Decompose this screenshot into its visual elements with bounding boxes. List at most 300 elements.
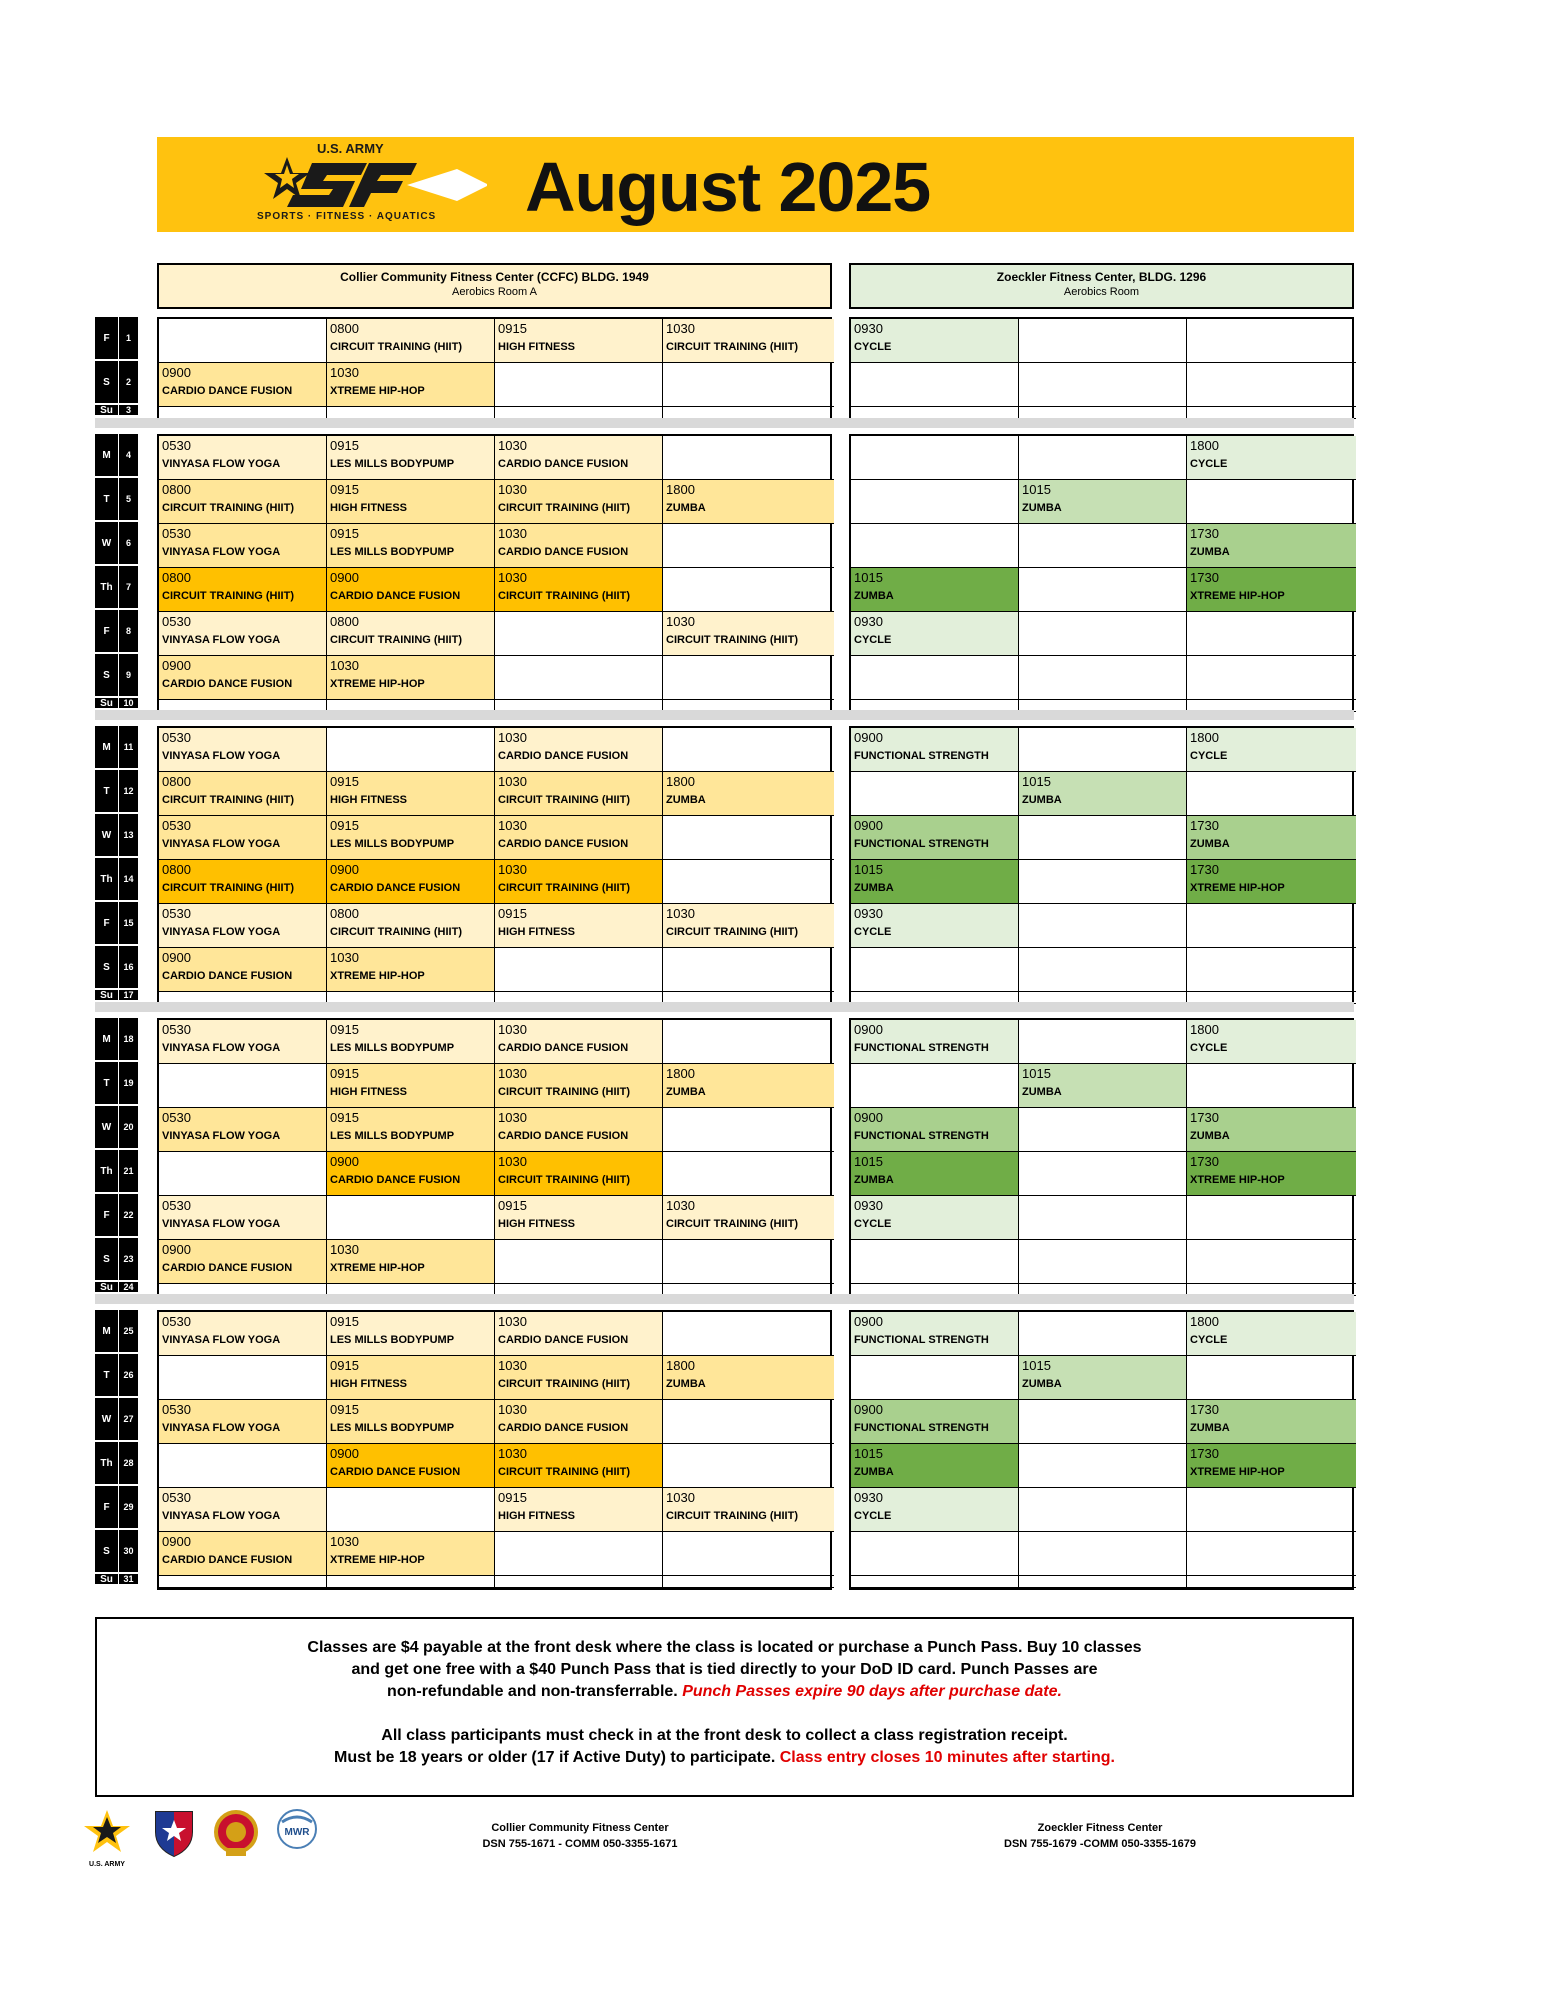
day-of-week: S — [95, 361, 118, 403]
zfc-header — [849, 263, 1354, 309]
class-time: 1730 — [1190, 818, 1219, 833]
class-time: 1730 — [1190, 1154, 1219, 1169]
day-number: 1 — [119, 317, 138, 359]
zfc-class-cell — [1187, 948, 1356, 992]
class-time: 0900 — [854, 1402, 883, 1417]
class-name: LES MILLS BODYPUMP — [330, 546, 455, 558]
class-name: ZUMBA — [1190, 1422, 1230, 1434]
ccfc-class-cell — [327, 319, 495, 363]
day-number: 31 — [119, 1574, 138, 1584]
class-name: ZUMBA — [854, 1466, 894, 1478]
class-name: CIRCUIT TRAINING (HIIT) — [330, 634, 462, 646]
class-name: XTREME HIP-HOP — [330, 1554, 425, 1566]
zfc-class-cell — [1019, 1108, 1187, 1152]
day-of-week: W — [95, 1398, 118, 1440]
zfc-class-cell — [1019, 1020, 1187, 1064]
ccfc-class-cell — [495, 436, 663, 480]
ccfc-class-cell — [327, 816, 495, 860]
class-name: HIGH FITNESS — [498, 341, 576, 353]
class-time: 1015 — [854, 1154, 883, 1169]
class-name: VINYASA FLOW YOGA — [162, 926, 281, 938]
class-name: VINYASA FLOW YOGA — [162, 1130, 281, 1142]
ccfc-class-cell — [663, 1444, 834, 1488]
class-time: 1015 — [854, 570, 883, 585]
zfc-class-cell — [1019, 1488, 1187, 1532]
class-name: ZUMBA — [1022, 502, 1062, 514]
class-name: CARDIO DANCE FUSION — [498, 1130, 629, 1142]
class-time: 0800 — [162, 862, 191, 877]
zfc-class-cell — [1019, 1312, 1187, 1356]
zfc-week-grid — [849, 1018, 1354, 1298]
class-time: 1030 — [666, 1490, 695, 1505]
class-name: XTREME HIP-HOP — [1190, 1466, 1285, 1478]
class-name: CARDIO DANCE FUSION — [330, 590, 461, 602]
class-name: CARDIO DANCE FUSION — [330, 882, 461, 894]
class-time: 0915 — [330, 1358, 359, 1373]
class-name: VINYASA FLOW YOGA — [162, 838, 281, 850]
class-name: XTREME HIP-HOP — [330, 678, 425, 690]
day-label — [95, 1018, 138, 1062]
ccfc-class-cell — [159, 612, 327, 656]
class-time: 0800 — [330, 906, 359, 921]
zfc-class-cell — [1019, 1400, 1187, 1444]
ccfc-header — [157, 263, 832, 309]
class-time: 0915 — [330, 482, 359, 497]
day-number: 16 — [119, 946, 138, 988]
day-label — [95, 610, 138, 654]
class-time: 0530 — [162, 1402, 191, 1417]
ccfc-week-grid — [157, 1310, 832, 1590]
class-name: CARDIO DANCE FUSION — [330, 1466, 461, 1478]
class-name: ZUMBA — [666, 794, 706, 806]
ccfc-class-cell — [495, 904, 663, 948]
class-name: CARDIO DANCE FUSION — [498, 1042, 629, 1054]
zfc-class-cell — [851, 1488, 1019, 1532]
zfc-class-cell — [1019, 363, 1187, 407]
ccfc-class-cell — [495, 772, 663, 816]
day-number: 4 — [119, 434, 138, 476]
class-name: HIGH FITNESS — [330, 1378, 408, 1390]
day-of-week: M — [95, 1018, 118, 1060]
ccfc-class-cell — [327, 1240, 495, 1284]
class-name: CARDIO DANCE FUSION — [162, 385, 293, 397]
day-of-week: Su — [95, 1282, 118, 1292]
class-time: 1030 — [498, 1446, 527, 1461]
ccfc-class-cell — [495, 1240, 663, 1284]
zfc-class-cell — [1019, 816, 1187, 860]
zfc-class-cell — [851, 1356, 1019, 1400]
zfc-class-cell — [851, 363, 1019, 407]
class-time: 1730 — [1190, 1402, 1219, 1417]
class-time: 1800 — [1190, 1022, 1219, 1037]
day-number: 27 — [119, 1398, 138, 1440]
class-time: 0930 — [854, 321, 883, 336]
zfc-class-cell — [1187, 612, 1356, 656]
ccfc-class-cell — [495, 1152, 663, 1196]
class-name: LES MILLS BODYPUMP — [330, 1042, 455, 1054]
class-name: CIRCUIT TRAINING (HIIT) — [666, 1510, 798, 1522]
ccfc-class-cell — [495, 1576, 663, 1588]
class-time: 1030 — [330, 1534, 359, 1549]
ccfc-class-cell — [663, 1108, 834, 1152]
class-time: 1015 — [854, 1446, 883, 1461]
class-name: CYCLE — [1190, 1042, 1228, 1054]
zfc-class-cell — [1187, 1108, 1356, 1152]
ccfc-class-cell — [495, 363, 663, 407]
day-of-week: S — [95, 946, 118, 988]
zfc-class-cell — [1019, 1064, 1187, 1108]
ccfc-class-cell — [495, 816, 663, 860]
mwr-emblem-text: MWR — [284, 1827, 310, 1838]
class-name: ZUMBA — [1022, 794, 1062, 806]
crest-icon — [212, 1808, 260, 1858]
day-number: 29 — [119, 1486, 138, 1528]
class-time: 0900 — [854, 1314, 883, 1329]
zfc-class-cell — [1187, 1020, 1356, 1064]
ccfc-week-grid — [157, 434, 832, 714]
class-time: 0915 — [498, 321, 527, 336]
class-time: 0915 — [330, 774, 359, 789]
day-of-week: S — [95, 1238, 118, 1280]
ccfc-class-cell — [327, 860, 495, 904]
class-name: LES MILLS BODYPUMP — [330, 838, 455, 850]
zfc-class-cell — [1019, 1532, 1187, 1576]
day-label — [95, 1442, 138, 1486]
day-number: 20 — [119, 1106, 138, 1148]
class-name: LES MILLS BODYPUMP — [330, 1334, 455, 1346]
ccfc-class-cell — [327, 363, 495, 407]
zfc-class-cell — [1187, 656, 1356, 700]
class-name: VINYASA FLOW YOGA — [162, 1510, 281, 1522]
class-name: CIRCUIT TRAINING (HIIT) — [162, 590, 294, 602]
ccfc-class-cell — [159, 1312, 327, 1356]
zfc-class-cell — [851, 319, 1019, 363]
info-line-1: Classes are $4 payable at the front desk where the class is located or purchase a Punch Pass. Buy 10 classes — [307, 1639, 1142, 1656]
class-name: VINYASA FLOW YOGA — [162, 1422, 281, 1434]
day-number: 3 — [119, 405, 138, 415]
ccfc-class-cell — [663, 363, 834, 407]
class-time: 1030 — [498, 774, 527, 789]
class-name: HIGH FITNESS — [330, 1086, 408, 1098]
class-time: 0915 — [330, 1314, 359, 1329]
crest-emblem — [212, 1808, 260, 1863]
day-of-week: T — [95, 770, 118, 812]
class-name: CARDIO DANCE FUSION — [162, 678, 293, 690]
ccfc-class-cell — [663, 948, 834, 992]
day-number: 7 — [119, 566, 138, 608]
class-name: HIGH FITNESS — [498, 1218, 576, 1230]
class-time: 1030 — [498, 438, 527, 453]
day-column — [95, 434, 138, 710]
day-number: 6 — [119, 522, 138, 564]
class-name: CARDIO DANCE FUSION — [162, 1554, 293, 1566]
class-time: 1730 — [1190, 862, 1219, 877]
class-name: XTREME HIP-HOP — [330, 970, 425, 982]
zfc-name: Zoeckler Fitness Center, BLDG. 1296 — [996, 270, 1207, 284]
class-time: 1030 — [666, 614, 695, 629]
zfc-class-cell — [1019, 319, 1187, 363]
day-of-week: F — [95, 317, 118, 359]
class-time: 0930 — [854, 906, 883, 921]
info-line-4: All class participants must check in at the front desk to collect a class registration receipt. — [381, 1727, 1068, 1744]
day-label — [95, 946, 138, 990]
day-label — [95, 1574, 138, 1586]
zfc-week-grid — [849, 1310, 1354, 1590]
day-label — [95, 858, 138, 902]
army-star-icon — [82, 1808, 132, 1858]
day-number: 22 — [119, 1194, 138, 1236]
ccfc-week-grid — [157, 1018, 832, 1298]
class-time: 0930 — [854, 614, 883, 629]
class-time: 0915 — [330, 438, 359, 453]
zfc-class-cell — [851, 612, 1019, 656]
class-name: LES MILLS BODYPUMP — [330, 458, 455, 470]
class-name: CARDIO DANCE FUSION — [498, 546, 629, 558]
ccfc-class-cell — [663, 436, 834, 480]
ccfc-class-cell — [327, 1356, 495, 1400]
class-name: CARDIO DANCE FUSION — [498, 838, 629, 850]
class-time: 1015 — [1022, 774, 1051, 789]
zfc-class-cell — [1019, 860, 1187, 904]
class-name: VINYASA FLOW YOGA — [162, 1042, 281, 1054]
ccfc-class-cell — [159, 1020, 327, 1064]
class-entry-alert: Class entry closes 10 minutes after starting. — [779, 1749, 1115, 1766]
zfc-class-cell — [851, 436, 1019, 480]
zfc-class-cell — [1187, 816, 1356, 860]
ccfc-class-cell — [327, 1312, 495, 1356]
zfc-class-cell — [851, 904, 1019, 948]
zfc-class-cell — [1019, 904, 1187, 948]
class-time: 0530 — [162, 1490, 191, 1505]
zfc-class-cell — [1187, 319, 1356, 363]
zfc-class-cell — [1019, 568, 1187, 612]
zfc-class-cell — [851, 1240, 1019, 1284]
ccfc-name: Collier Community Fitness Center (CCFC) BLDG. 1949 — [340, 270, 649, 284]
class-time: 0915 — [330, 1066, 359, 1081]
day-label — [95, 654, 138, 698]
day-column — [95, 1310, 138, 1586]
ccfc-class-cell — [159, 480, 327, 524]
zfc-class-cell — [1019, 656, 1187, 700]
ccfc-class-cell — [159, 568, 327, 612]
day-column — [95, 1018, 138, 1294]
day-of-week: F — [95, 1194, 118, 1236]
zfc-class-cell — [1019, 612, 1187, 656]
zfc-class-cell — [1019, 1196, 1187, 1240]
day-number: 24 — [119, 1282, 138, 1292]
ccfc-class-cell — [495, 1532, 663, 1576]
ccfc-class-cell — [663, 816, 834, 860]
ccfc-class-cell — [663, 656, 834, 700]
ccfc-class-cell — [495, 1020, 663, 1064]
ccfc-class-cell — [327, 656, 495, 700]
ccfc-class-cell — [159, 904, 327, 948]
ccfc-class-cell — [327, 568, 495, 612]
class-time: 0915 — [330, 818, 359, 833]
class-time: 0915 — [330, 526, 359, 541]
class-name: LES MILLS BODYPUMP — [330, 1130, 455, 1142]
ccfc-contact-phone: DSN 755-1671 - COMM 050-3355-1671 — [482, 1838, 678, 1850]
class-time: 0530 — [162, 818, 191, 833]
mwr-emblem — [276, 1808, 318, 1855]
class-name: CYCLE — [854, 1510, 892, 1522]
ccfc-class-cell — [327, 612, 495, 656]
ccfc-class-cell — [663, 772, 834, 816]
class-time: 1030 — [498, 862, 527, 877]
class-name: CARDIO DANCE FUSION — [162, 1262, 293, 1274]
day-of-week: W — [95, 1106, 118, 1148]
class-name: CIRCUIT TRAINING (HIIT) — [498, 794, 630, 806]
zfc-class-cell — [1187, 1312, 1356, 1356]
week-separator — [95, 1294, 1354, 1304]
class-time: 0800 — [162, 570, 191, 585]
ccfc-class-cell — [327, 904, 495, 948]
class-name: VINYASA FLOW YOGA — [162, 750, 281, 762]
class-name: FUNCTIONAL STRENGTH — [854, 1042, 989, 1054]
zfc-class-cell — [1187, 728, 1356, 772]
class-name: CIRCUIT TRAINING (HIIT) — [330, 926, 462, 938]
class-time: 0915 — [330, 1110, 359, 1125]
class-time: 0800 — [330, 321, 359, 336]
ccfc-class-cell — [327, 1108, 495, 1152]
class-name: CIRCUIT TRAINING (HIIT) — [498, 1174, 630, 1186]
ccfc-class-cell — [159, 363, 327, 407]
zfc-class-cell — [851, 1108, 1019, 1152]
class-time: 1800 — [666, 482, 695, 497]
zfc-class-cell — [1019, 1152, 1187, 1196]
day-of-week: Su — [95, 1574, 118, 1584]
zfc-class-cell — [1019, 1240, 1187, 1284]
class-time: 1030 — [498, 1110, 527, 1125]
day-number: 25 — [119, 1310, 138, 1352]
class-name: CIRCUIT TRAINING (HIIT) — [666, 634, 798, 646]
class-name: CYCLE — [854, 1218, 892, 1230]
ccfc-class-cell — [663, 568, 834, 612]
class-time: 0930 — [854, 1198, 883, 1213]
ccfc-class-cell — [495, 860, 663, 904]
ccfc-class-cell — [327, 1020, 495, 1064]
day-label — [95, 1062, 138, 1106]
ccfc-class-cell — [159, 436, 327, 480]
ccfc-class-cell — [495, 656, 663, 700]
ccfc-class-cell — [663, 1020, 834, 1064]
zfc-class-cell — [851, 1196, 1019, 1240]
class-time: 1800 — [666, 1066, 695, 1081]
class-name: FUNCTIONAL STRENGTH — [854, 1130, 989, 1142]
class-name: CIRCUIT TRAINING (HIIT) — [666, 926, 798, 938]
sfa-logo — [257, 141, 507, 229]
class-name: CARDIO DANCE FUSION — [498, 1422, 629, 1434]
shield-emblem — [152, 1808, 196, 1863]
class-name: HIGH FITNESS — [498, 926, 576, 938]
zfc-class-cell — [1019, 1444, 1187, 1488]
class-name: CARDIO DANCE FUSION — [498, 458, 629, 470]
class-name: ZUMBA — [1190, 1130, 1230, 1142]
zfc-class-cell — [851, 860, 1019, 904]
class-time: 1030 — [498, 1358, 527, 1373]
ccfc-class-cell — [663, 1576, 834, 1588]
ccfc-class-cell — [159, 1488, 327, 1532]
class-time: 0915 — [498, 906, 527, 921]
zfc-class-cell — [1019, 1576, 1187, 1588]
day-of-week: M — [95, 434, 118, 476]
zfc-class-cell — [1187, 524, 1356, 568]
day-label — [95, 1398, 138, 1442]
class-time: 0900 — [330, 1154, 359, 1169]
class-name: CIRCUIT TRAINING (HIIT) — [162, 794, 294, 806]
day-of-week: W — [95, 814, 118, 856]
class-time: 1730 — [1190, 1110, 1219, 1125]
class-time: 1015 — [854, 862, 883, 877]
day-number: 10 — [119, 698, 138, 708]
day-label — [95, 770, 138, 814]
class-time: 0915 — [330, 1022, 359, 1037]
class-name: CARDIO DANCE FUSION — [498, 1334, 629, 1346]
ccfc-class-cell — [159, 772, 327, 816]
day-of-week: S — [95, 654, 118, 696]
class-time: 0930 — [854, 1490, 883, 1505]
day-of-week: T — [95, 1062, 118, 1104]
info-line-5-text: Must be 18 years or older (17 if Active Duty) to participate. — [333, 1749, 776, 1766]
class-time: 1030 — [666, 1198, 695, 1213]
class-time: 1030 — [498, 526, 527, 541]
day-number: 19 — [119, 1062, 138, 1104]
class-name: CARDIO DANCE FUSION — [162, 970, 293, 982]
class-name: FUNCTIONAL STRENGTH — [854, 1422, 989, 1434]
ccfc-class-cell — [495, 1488, 663, 1532]
ccfc-class-cell — [159, 656, 327, 700]
class-name: ZUMBA — [854, 1174, 894, 1186]
class-name: CIRCUIT TRAINING (HIIT) — [666, 341, 798, 353]
day-label — [95, 1106, 138, 1150]
class-time: 0530 — [162, 906, 191, 921]
day-label — [95, 478, 138, 522]
class-time: 1730 — [1190, 570, 1219, 585]
info-box — [95, 1617, 1354, 1797]
day-label — [95, 814, 138, 858]
class-name: CYCLE — [1190, 1334, 1228, 1346]
class-name: XTREME HIP-HOP — [1190, 1174, 1285, 1186]
class-name: ZUMBA — [854, 590, 894, 602]
day-label — [95, 902, 138, 946]
zfc-class-cell — [851, 1444, 1019, 1488]
day-label — [95, 990, 138, 1002]
day-of-week: T — [95, 478, 118, 520]
ccfc-class-cell — [663, 904, 834, 948]
class-time: 1030 — [330, 1242, 359, 1257]
class-time: 1030 — [666, 321, 695, 336]
day-label — [95, 1310, 138, 1354]
day-label — [95, 1530, 138, 1574]
info-line-3-text: non-refundable and non-transferrable. — [387, 1683, 678, 1700]
ccfc-class-cell — [327, 1532, 495, 1576]
class-name: XTREME HIP-HOP — [1190, 882, 1285, 894]
class-name: HIGH FITNESS — [330, 794, 408, 806]
class-name: CYCLE — [854, 341, 892, 353]
zfc-class-cell — [1019, 436, 1187, 480]
class-time: 0530 — [162, 1198, 191, 1213]
class-name: VINYASA FLOW YOGA — [162, 1334, 281, 1346]
class-name: FUNCTIONAL STRENGTH — [854, 1334, 989, 1346]
zfc-class-cell — [1187, 1444, 1356, 1488]
day-number: 15 — [119, 902, 138, 944]
class-time: 0900 — [162, 658, 191, 673]
ccfc-class-cell — [327, 728, 495, 772]
day-of-week: Su — [95, 698, 118, 708]
class-time: 0900 — [330, 1446, 359, 1461]
zfc-class-cell — [1187, 568, 1356, 612]
class-time: 0900 — [330, 570, 359, 585]
